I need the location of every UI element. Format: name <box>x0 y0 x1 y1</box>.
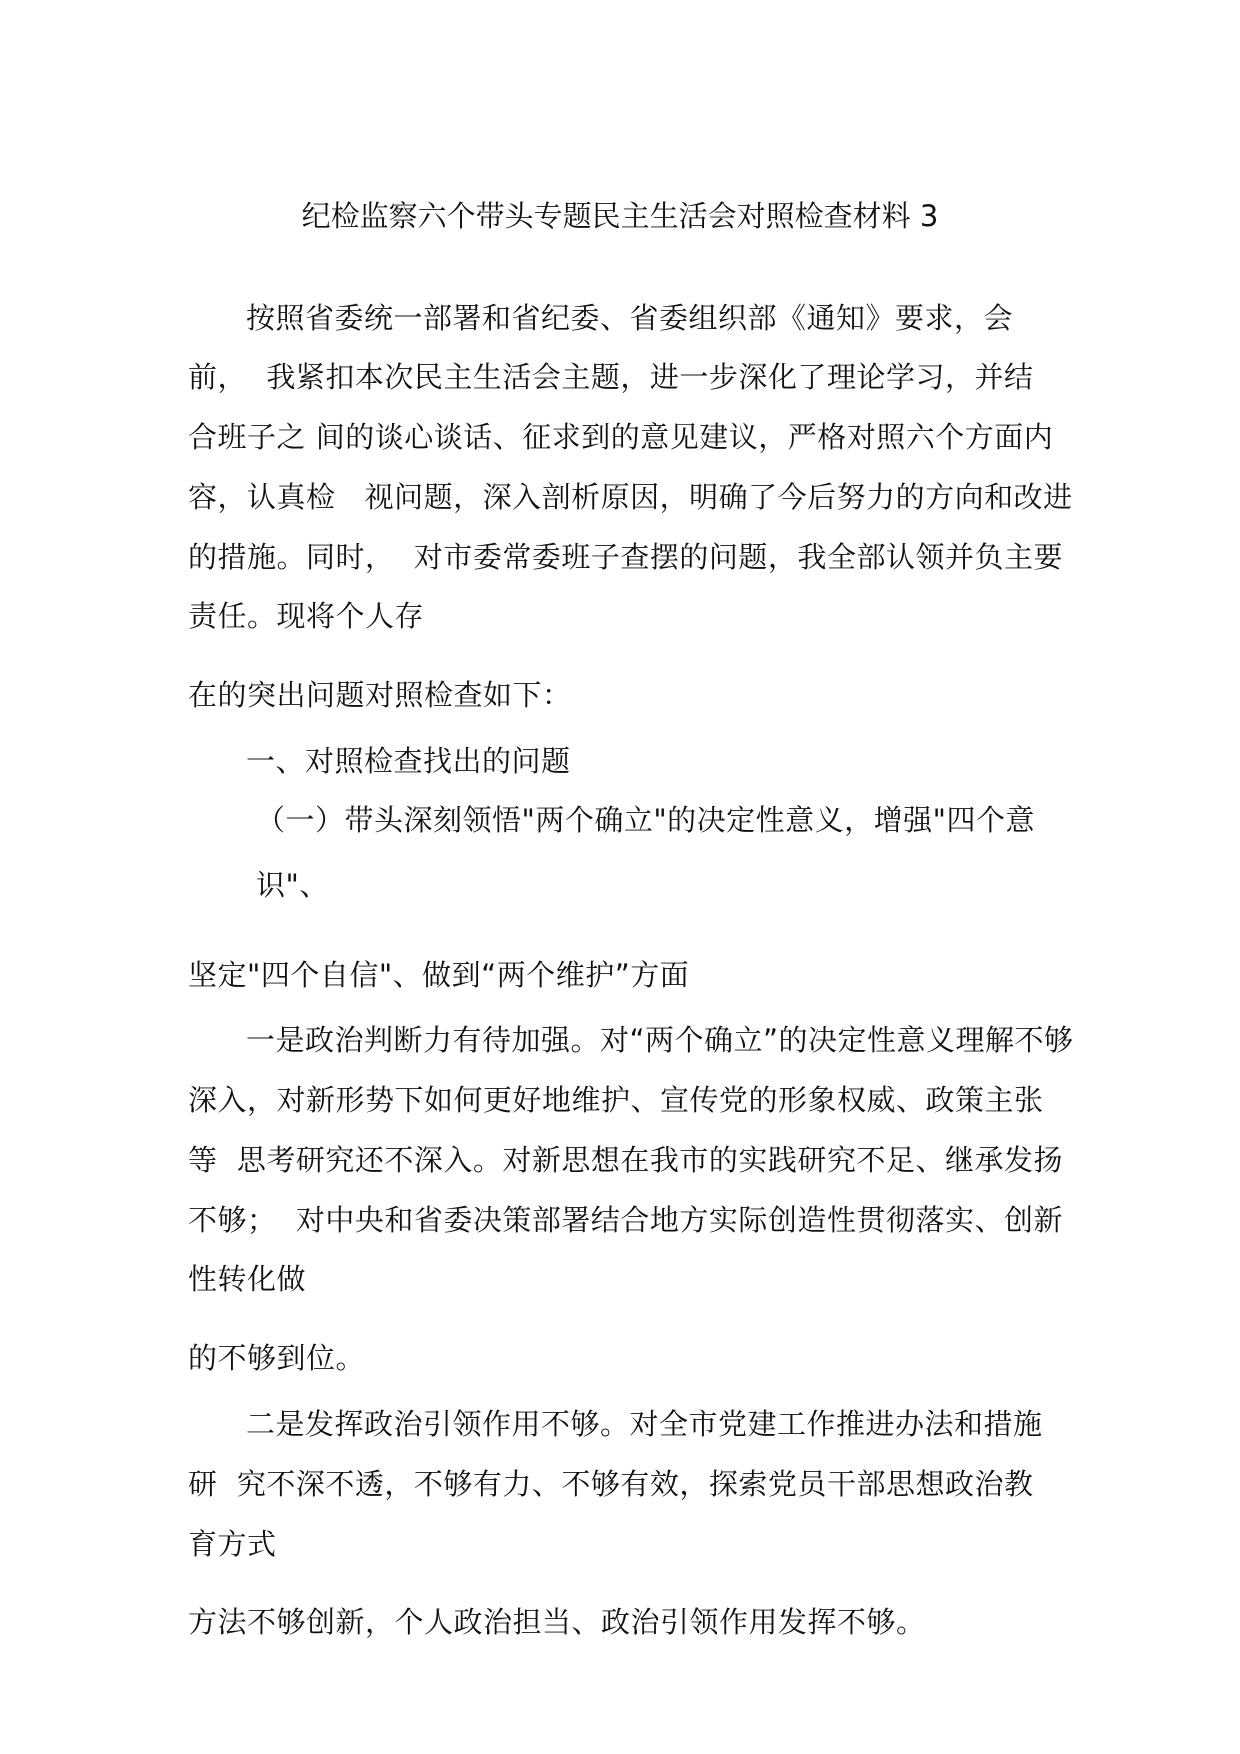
paragraph-line: 前， 我紧扣本次民主生活会主题，进一步深化了理论学习，并结 <box>188 360 1034 394</box>
paragraph-line: 的不够到位。 <box>188 1341 366 1375</box>
paragraph-line: 的措施。同时， 对市委常委班子查摆的问题，我全部认领并负主要 <box>188 540 1063 574</box>
paragraph-line: 容，认真检 视问题，深入剖析原因，明确了今后努力的方向和改进 <box>188 480 1073 514</box>
subsection-heading: 识"、 <box>256 868 329 902</box>
paragraph-line: 研 究不深不透，不够有力、不够有效，探索党员干部思想政治教 <box>188 1467 1034 1501</box>
paragraph-line: 按照省委统一部署和省纪委、省委组织部《通知》要求，会 <box>246 301 1014 335</box>
paragraph-line: 等 思考研究还不深入。对新思想在我市的实践研究不足、继承发扬 <box>188 1143 1063 1177</box>
section-heading: 一、对照检查找出的问题 <box>246 744 571 778</box>
paragraph-line: 一是政治判断力有待加强。对“两个确立”的决定性意义理解不够 <box>246 1023 1074 1057</box>
paragraph-line: 责任。现将个人存 <box>188 599 425 633</box>
paragraph-line: 性转化做 <box>188 1262 307 1296</box>
subsection-heading: （一）带头深刻领悟"两个确立"的决定性意义，增强"四个意 <box>256 803 1036 837</box>
paragraph-line: 合班子之 间的谈心谈话、征求到的意见建议，严格对照六个方面内 <box>188 420 1054 454</box>
paragraph-line: 不够； 对中央和省委决策部署结合地方实际创造性贯彻落实、创新 <box>188 1203 1063 1237</box>
paragraph-line: 二是发挥政治引领作用不够。对全市党建工作推进办法和措施 <box>246 1407 1043 1441</box>
paragraph-line: 育方式 <box>188 1527 277 1561</box>
paragraph-line: 深入，对新形势下如何更好地维护、宣传党的形象权威、政策主张 <box>188 1083 1044 1117</box>
paragraph-line: 方法不够创新，个人政治担当、政治引领作用发挥不够。 <box>188 1605 926 1639</box>
subsection-heading: 坚定"四个自信"、做到“两个维护”方面 <box>188 958 690 992</box>
document-title: 纪检监察六个带头专题民主生活会对照检查材料 3 <box>301 199 939 233</box>
paragraph-line: 在的突出问题对照检查如下： <box>188 678 572 712</box>
